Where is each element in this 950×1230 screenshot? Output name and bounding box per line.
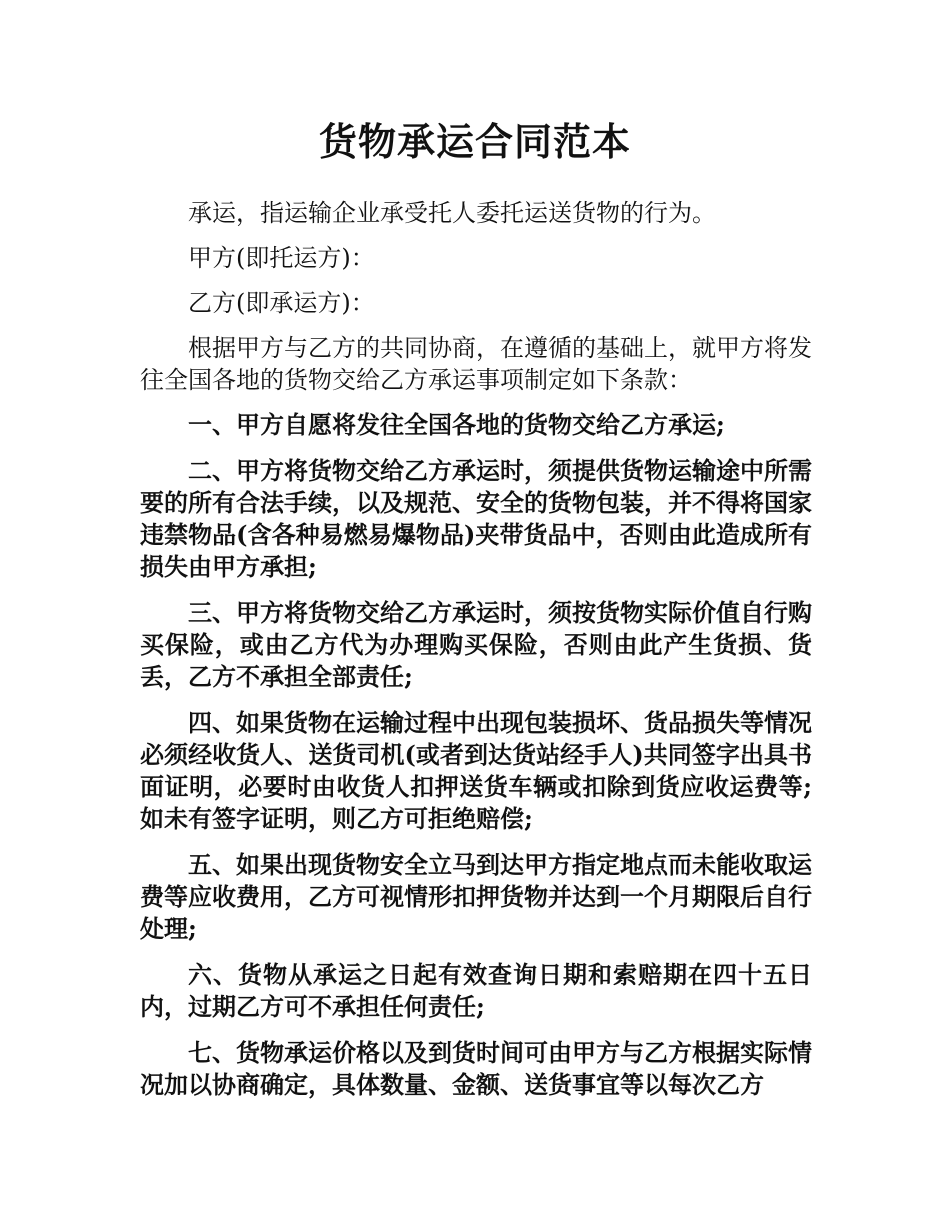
party-b-line: 乙方(即承运方)： — [188, 289, 375, 317]
document-title: 货物承运合同范本 — [318, 120, 631, 164]
clause-2: 二、甲方将货物交给乙方承运时，须提供货物运输途中所需要的所有合法手续，以及规范、安全的货物包装，并不得将国家违禁物品(含各种易燃易爆物品)夹带货品中，否则由此造成所有损失由甲方承担; — [140, 456, 812, 581]
party-a-line: 甲方(即托运方)： — [188, 244, 375, 272]
intro-definition: 承运，指运输企业承受托人委托运送货物的行为。 — [188, 199, 716, 227]
clause-5: 五、如果出现货物安全立马到达甲方指定地点而未能收取运费等应收费用，乙方可视情形扣押货物并达到一个月期限后自行处理; — [140, 850, 812, 943]
clause-4: 四、如果货物在运输过程中出现包装损坏、货品损失等情况必须经收货人、送货司机(或者到达货站经手人)共同签字出具书面证明，必要时由收货人扣押送货车辆或扣除到货应收运费等;如未有签字证明，则乙方可拒绝赔偿; — [140, 708, 812, 833]
clause-7: 七、货物承运价格以及到货时间可由甲方与乙方根据实际情况加以协商确定，具体数量、金额、送货事宜等以每次乙方 — [140, 1038, 812, 1099]
clause-1: 一、甲方自愿将发往全国各地的货物交给乙方承运; — [188, 410, 725, 439]
clause-6: 六、货物从承运之日起有效查询日期和索赔期在四十五日内，过期乙方可不承担任何责任; — [140, 960, 812, 1021]
document-body — [140, 197, 812, 1115]
clause-3: 三、甲方将货物交给乙方承运时，须按货物实际价值自行购买保险，或由乙方代为办理购买保险，否则由此产生货损、货丢，乙方不承担全部责任; — [140, 598, 812, 691]
preamble-paragraph: 根据甲方与乙方的共同协商，在遵循的基础上，就甲方将发往全国各地的货物交给乙方承运事项制定如下条款： — [140, 334, 812, 394]
